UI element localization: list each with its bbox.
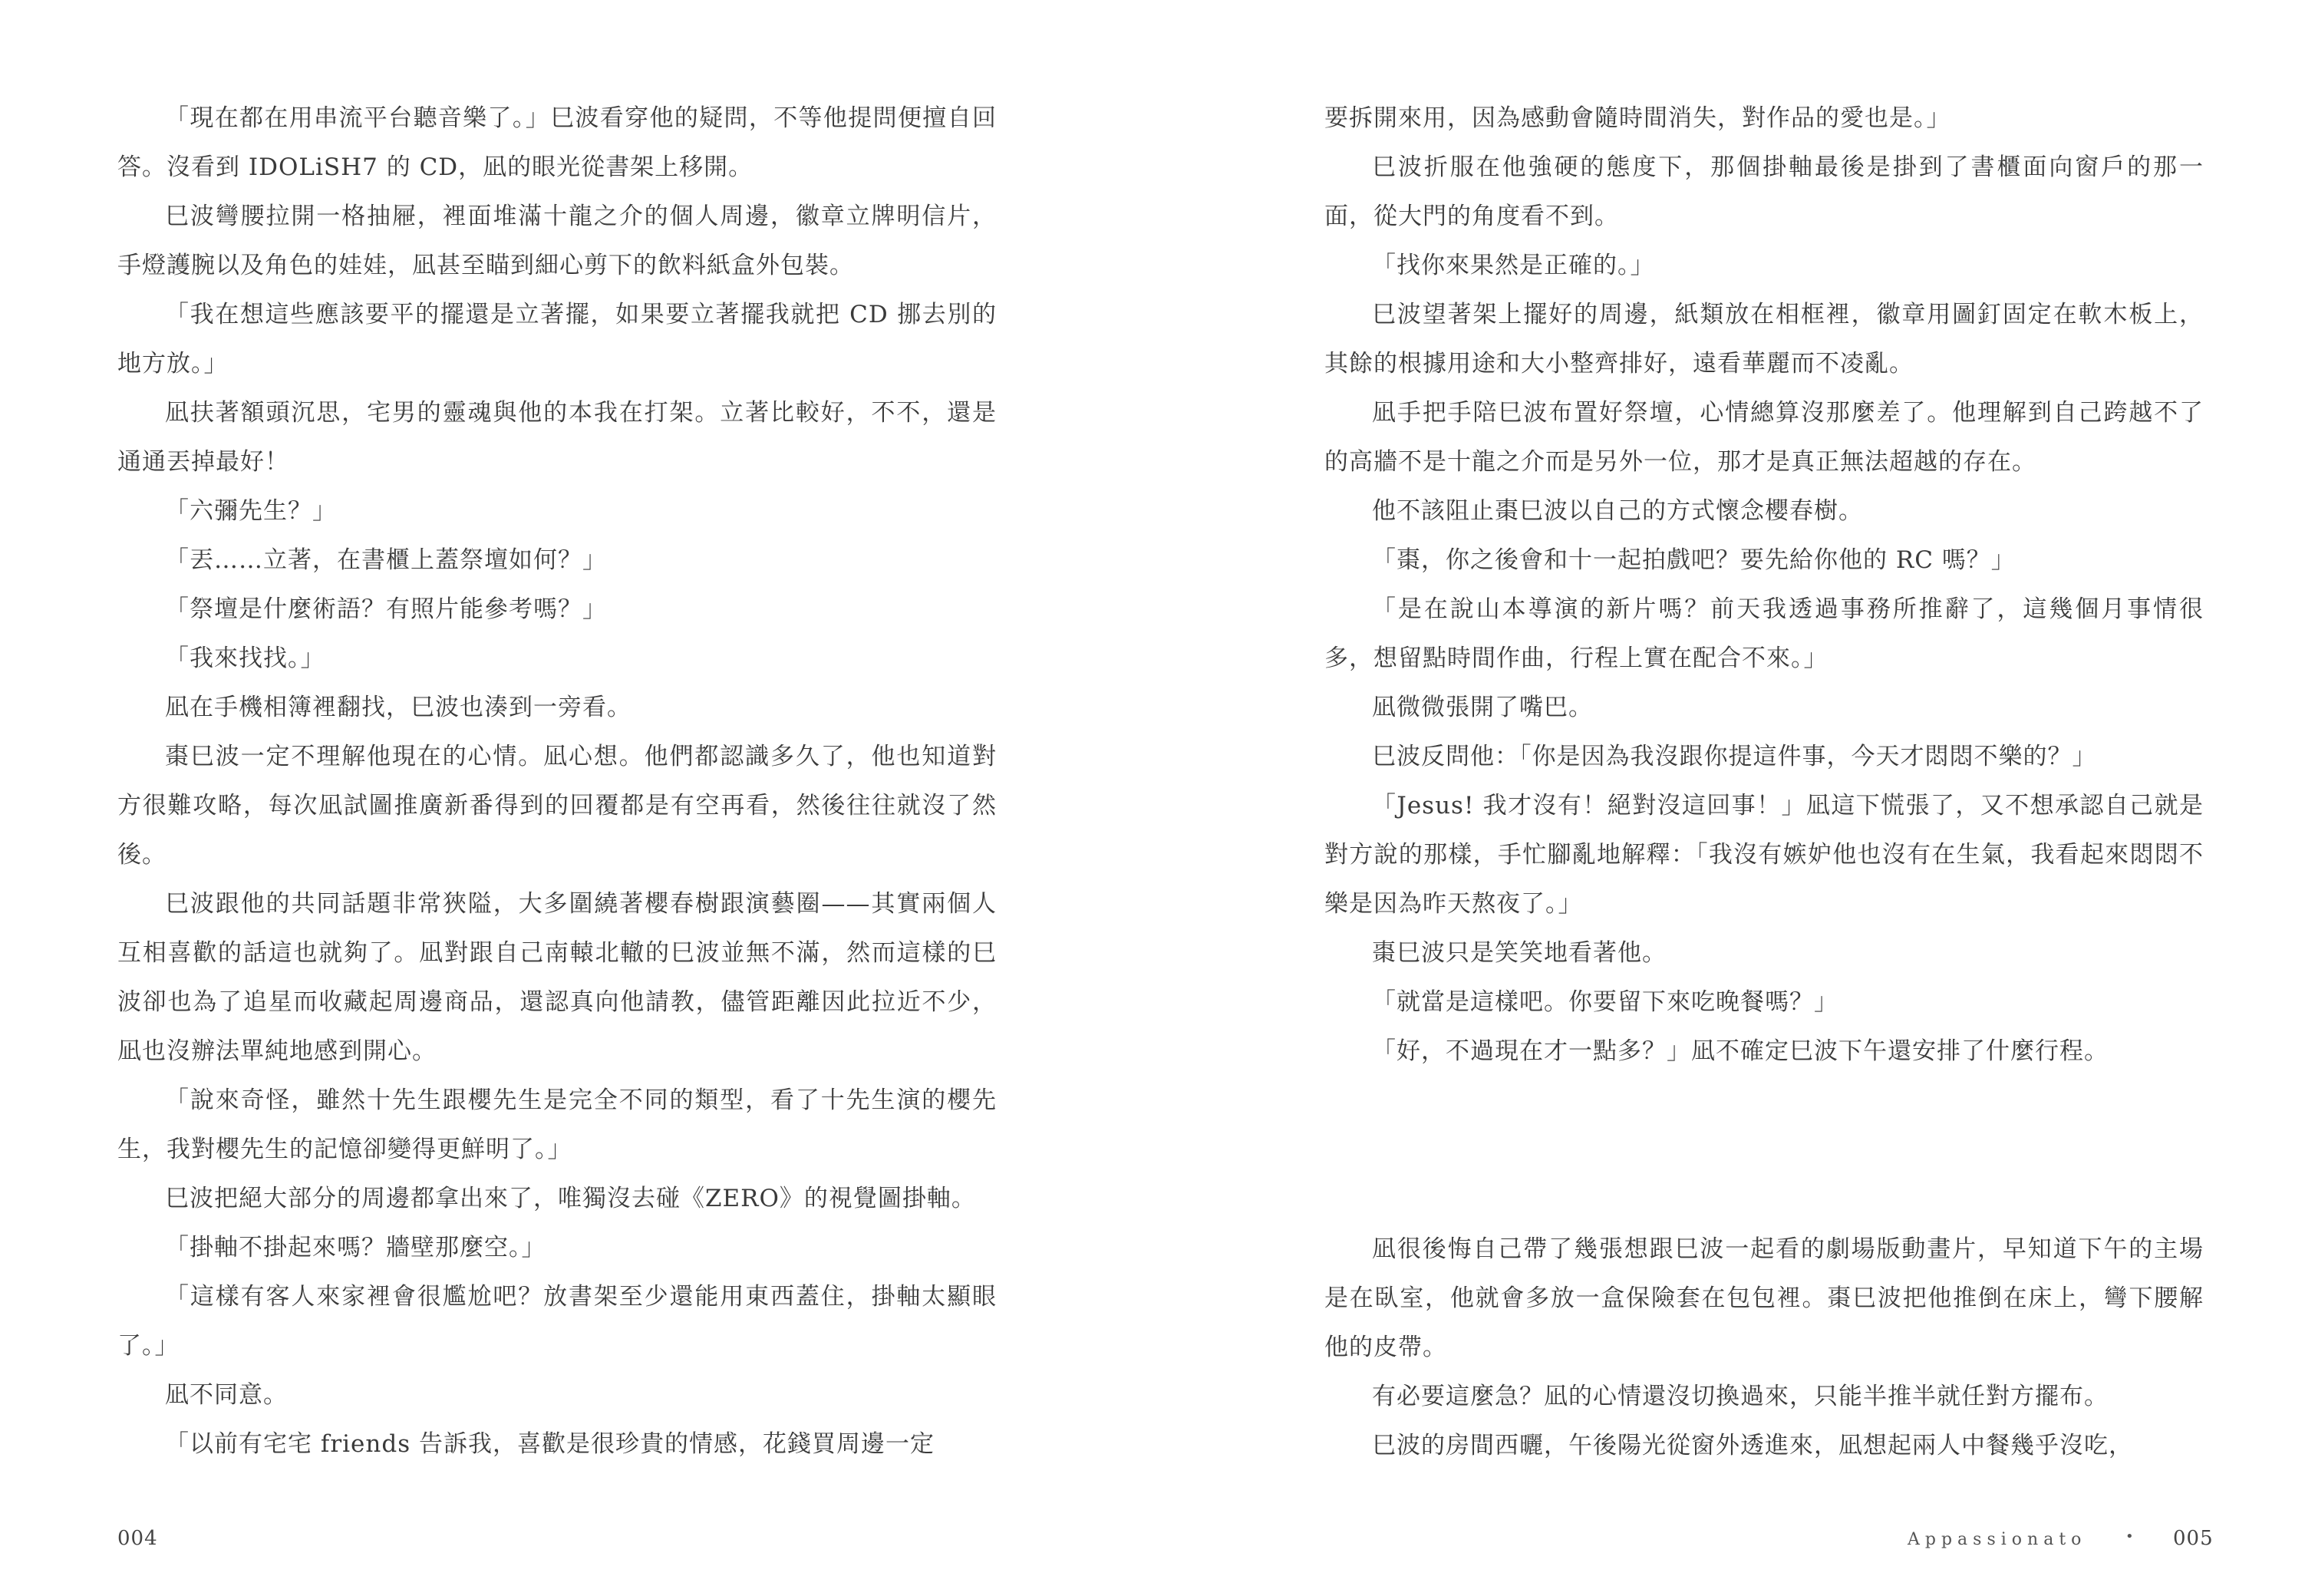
paragraph: 要拆開來用，因為感動會隨時間消失，對作品的愛也是。」 — [1324, 104, 1951, 132]
running-head: Appassionato — [1908, 1530, 2087, 1549]
paragraph: 巳波折服在他強硬的態度下，那個掛軸最後是掛到了書櫃面向窗戶的那一面，從大門的角度看不到。 — [1324, 153, 2204, 230]
paragraph: 巳波的房間西曬，午後陽光從窗外透進來，凪想起兩人中餐幾乎沒吃， — [1372, 1432, 2133, 1459]
right-page-body-bottom — [1324, 1225, 2204, 1470]
paragraph: 「說來奇怪，雖然十先生跟櫻先生是完全不同的類型，看了十先生演的櫻先生，我對櫻先生的記憶卻變得更鮮明了。」 — [117, 1087, 997, 1163]
paragraph: 「棗，你之後會和十一起拍戲吧？要先給你他的 RC 嗎？」 — [1372, 546, 2016, 574]
paragraph: 巳波把絕大部分的周邊都拿出來了，唯獨沒去碰《ZERO》的視覺圖掛軸。 — [165, 1185, 976, 1212]
running-head-separator: • — [2125, 1528, 2134, 1545]
paragraph: 巳波彎腰拉開一格抽屜，裡面堆滿十龍之介的個人周邊，徽章立牌明信片，手燈護腕以及角色的娃娃，凪甚至瞄到細心剪下的飲料紙盒外包裝。 — [117, 203, 997, 279]
paragraph: 「我在想這些應該要平的擺還是立著擺，如果要立著擺我就把 CD 挪去別的地方放。」 — [117, 301, 997, 378]
right-page-body-top — [1324, 94, 2204, 1076]
paragraph: 凪手把手陪巳波布置好祭壇，心情總算沒那麼差了。他理解到自己跨越不了的高牆不是十龍之介而是另外一位，那才是真正無法超越的存在。 — [1324, 399, 2204, 476]
paragraph: 有必要這麼急？凪的心情還沒切換過來，只能半推半就任對方擺布。 — [1372, 1383, 2109, 1410]
paragraph: 「以前有宅宅 friends 告訴我，喜歡是很珍貴的情感，花錢買周邊一定 — [165, 1430, 935, 1458]
paragraph: 凪扶著額頭沉思，宅男的靈魂與他的本我在打架。立著比較好，不不，還是通通丟掉最好！ — [117, 399, 997, 476]
paragraph: 凪在手機相簿裡翻找，巳波也湊到一旁看。 — [165, 694, 631, 721]
paragraph: 「現在都在用串流平台聽音樂了。」巳波看穿他的疑問，不等他提問便擅自回答。沒看到 IDOLiSH7 的 CD，凪的眼光從書架上移開。 — [117, 104, 997, 181]
paragraph: 「就當是這樣吧。你要留下來吃晚餐嗎？」 — [1372, 988, 1838, 1016]
paragraph: 「是在說山本導演的新片嗎？前天我透過事務所推辭了，這幾個月事情很多，想留點時間作曲，行程上實在配合不來。」 — [1324, 595, 2204, 672]
paragraph: 「找你來果然是正確的。」 — [1372, 252, 1655, 279]
paragraph: 「這樣有客人來家裡會很尷尬吧？放書架至少還能用東西蓋住，掛軸太顯眼了。」 — [117, 1283, 997, 1360]
paragraph: 「我來找找。」 — [165, 645, 325, 672]
paragraph: 「掛軸不掛起來嗎？牆壁那麼空。」 — [165, 1234, 546, 1261]
paragraph: 棗巳波一定不理解他現在的心情。凪心想。他們都認識多久了，他也知道對方很難攻略，每次凪試圖推廣新番得到的回覆都是有空再看，然後往往就沒了然後。 — [117, 743, 997, 869]
paragraph: 「丟……立著，在書櫃上蓋祭壇如何？」 — [165, 546, 607, 574]
page-number-right: 005 — [2173, 1527, 2214, 1550]
right-page — [1152, 0, 2305, 1596]
left-page — [0, 0, 1152, 1596]
paragraph: 「Jesus! 我才沒有！絕對沒這回事！」凪這下慌張了，又不想承認自己就是對方說的那樣，手忙腳亂地解釋：「我沒有嫉妒他也沒有在生氣，我看起來悶悶不樂是因為昨天熬夜了。」 — [1324, 792, 2204, 918]
paragraph: 巳波跟他的共同話題非常狹隘，大多圍繞著櫻春樹跟演藝圈——其實兩個人互相喜歡的話這也就夠了。凪對跟自己南轅北轍的巳波並無不滿，然而這樣的巳波卻也為了追星而收藏起周邊商品，還認真向他請教，儘管距離因此拉近不少，凪也沒辦法單純地感到開心。 — [117, 890, 997, 1065]
paragraph: 巳波望著架上擺好的周邊，紙類放在相框裡，徽章用圖釘固定在軟木板上，其餘的根據用途和大小整齊排好，遠看華麗而不凌亂。 — [1324, 301, 2204, 378]
paragraph: 凪不同意。 — [165, 1381, 288, 1409]
paragraph: 「好，不過現在才一點多？」凪不確定巳波下午還安排了什麼行程。 — [1372, 1037, 2109, 1065]
paragraph: 「六彌先生？」 — [165, 497, 337, 525]
paragraph: 棗巳波只是笑笑地看著他。 — [1372, 939, 1667, 967]
paragraph: 「祭壇是什麼術語？有照片能參考嗎？」 — [165, 595, 607, 623]
paragraph: 巳波反問他：「你是因為我沒跟你提這件事，今天才悶悶不樂的？」 — [1372, 743, 2097, 770]
paragraph: 凪很後悔自己帶了幾張想跟巳波一起看的劇場版動畫片，早知道下午的主場是在臥室，他就會多放一盒保險套在包包裡。棗巳波把他推倒在床上，彎下腰解他的皮帶。 — [1324, 1235, 2204, 1361]
paragraph: 他不該阻止棗巳波以自己的方式懷念櫻春樹。 — [1372, 497, 1863, 525]
paragraph: 凪微微張開了嘴巴。 — [1372, 694, 1593, 721]
page-number-left: 004 — [117, 1527, 158, 1550]
left-page-body — [117, 94, 997, 1469]
